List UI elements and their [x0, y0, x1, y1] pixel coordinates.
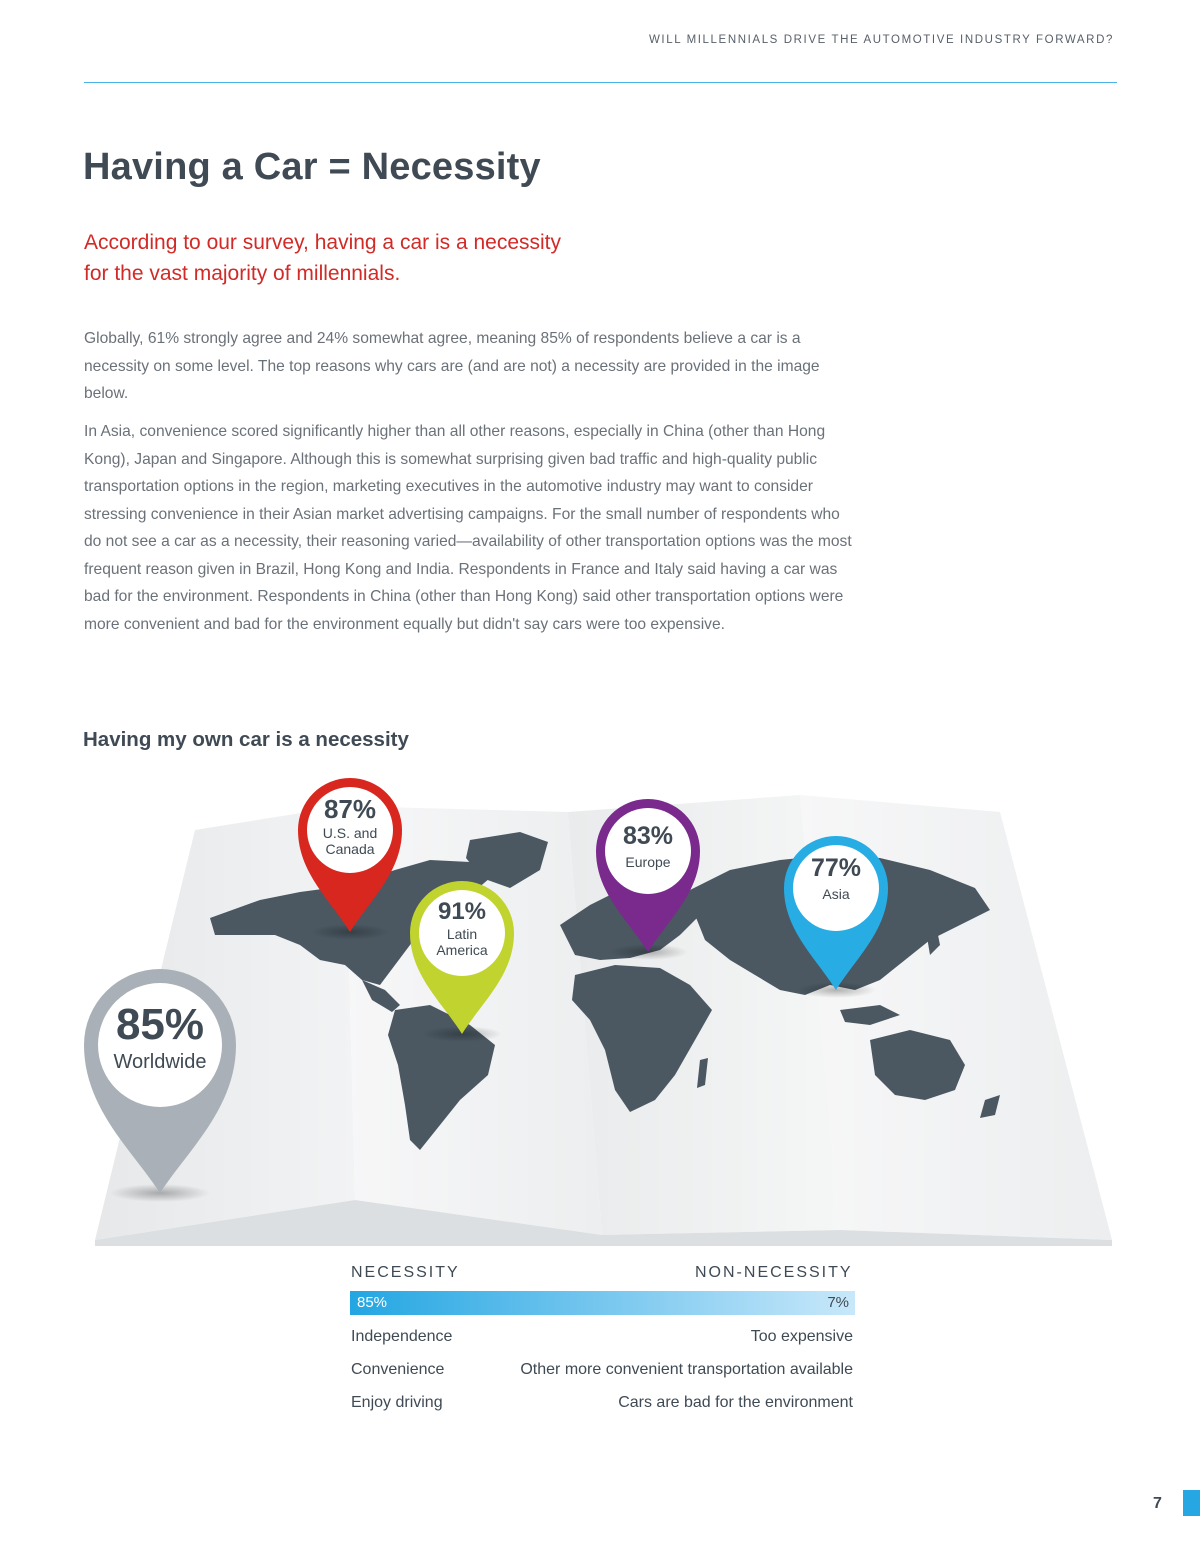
- pin-label-europe: [598, 822, 698, 873]
- pin-region: Latin: [446, 926, 478, 942]
- pin-percent: 85%: [115, 1000, 205, 1049]
- necessity-value: 85%: [357, 1294, 388, 1311]
- body-paragraph-2: In Asia, convenience scored significantly higher than all other reasons, especially in China (other than Hong Kong), Japan and Singapore. Although this is somewhat surprising given bad traffic and high-quality public transportation options in the region, marketing executives in the automotive industry may want to consider stressing convenience in their Asian market advertising campaigns. For the small number of respondents who do not see a car as a necessity, their reasoning varied—availability of other transportation options was the most frequent reason given in Brazil, Hong Kong and India. Respondents in France and Italy said having a car was bad for the environment. Respondents in China (other than Hong Kong) said other transportation options were more convenient and bad for the environment equally but didn't say cars were too expensive.: [84, 423, 852, 633]
- necessity-reason: Independence: [351, 1328, 453, 1345]
- pin-region: Asia: [822, 886, 850, 902]
- header-rule: [84, 82, 1117, 83]
- lede-line-1: According to our survey, having a car is a necessity: [84, 231, 562, 254]
- page-title: Having a Car = Necessity: [83, 146, 541, 188]
- pin-region: America: [436, 942, 488, 958]
- non-necessity-reason: Other more convenient transportation available: [520, 1361, 853, 1378]
- pin-label-latin-america: [412, 898, 512, 958]
- pin-label-asia: [786, 854, 886, 905]
- necessity-reason: Convenience: [351, 1361, 445, 1378]
- running-header: WILL MILLENNIALS DRIVE THE AUTOMOTIVE INDUSTRY FORWARD?: [648, 34, 1114, 46]
- pin-percent: 91%: [437, 898, 487, 925]
- lede-line-2: for the vast majority of millennials.: [84, 262, 401, 285]
- infographic-title: Having my own car is a necessity: [83, 728, 409, 751]
- pin-region: Canada: [325, 841, 375, 857]
- lede: [84, 227, 644, 289]
- pin-region: Europe: [625, 854, 671, 870]
- body-paragraph-1: Globally, 61% strongly agree and 24% somewhat agree, meaning 85% of respondents believe a car is a necessity on some level. The top reasons why cars are (and are not) a necessity are provided in the image below.: [84, 330, 820, 402]
- pin-region: Worldwide: [113, 1051, 207, 1073]
- non-necessity-value: 7%: [827, 1294, 849, 1311]
- non-necessity-reason: Cars are bad for the environment: [618, 1394, 853, 1411]
- pin-label-us-canada: [300, 794, 400, 857]
- necessity-reason: Enjoy driving: [351, 1394, 443, 1411]
- necessity-gradient-bar: [350, 1291, 855, 1315]
- pin-percent: 77%: [810, 854, 862, 882]
- non-necessity-reason: Too expensive: [750, 1328, 853, 1345]
- pin-percent: 87%: [323, 794, 377, 824]
- necessity-heading: NECESSITY: [351, 1264, 460, 1281]
- pin-label-worldwide: [90, 1000, 230, 1074]
- pin-percent: 83%: [622, 822, 674, 850]
- page-tab-marker: [1183, 1490, 1200, 1516]
- pin-region: U.S. and: [322, 825, 378, 841]
- page-number: 7: [1153, 1495, 1162, 1512]
- non-necessity-heading: NON-NECESSITY: [695, 1264, 853, 1281]
